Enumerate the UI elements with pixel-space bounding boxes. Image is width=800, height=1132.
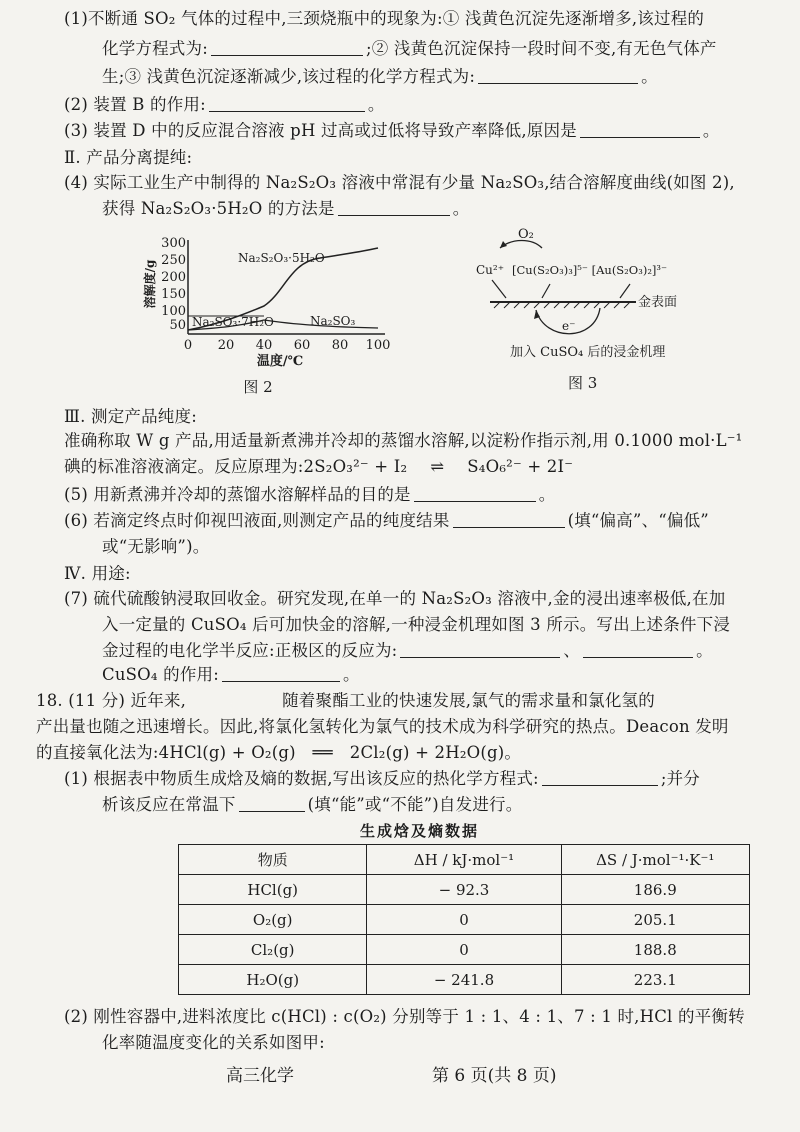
y-tick: 150	[161, 287, 186, 302]
table-caption: 生成焓及熵数据	[360, 822, 480, 840]
q18-sub1-text: (1) 根据表中物质生成焓及熵的数据,写出该反应的热化学方程式:	[64, 769, 539, 788]
label-na2s2o3-5h2o: Na₂S₂O₃·5H₂O	[238, 251, 325, 265]
q6-text: (6) 若滴定终点时仰视凹液面,则测定产品的纯度结果	[64, 511, 450, 530]
answer-blank[interactable]	[414, 486, 536, 502]
cu-arrow	[492, 280, 506, 298]
label-na2so3: Na₂SO₃	[310, 314, 356, 328]
q18-line3	[36, 742, 521, 764]
table-row	[179, 905, 750, 935]
table-cell: − 241.8	[367, 965, 561, 995]
q2-end: 。	[367, 95, 385, 114]
answer-blank[interactable]	[239, 796, 305, 812]
answer-blank[interactable]	[453, 512, 565, 528]
q6-line1	[64, 510, 709, 532]
q7-line1: (7) 硫代硫酸钠浸取回收金。研究发现,在单一的 Na₂S₂O₃ 溶液中,金的浸出速率极低,在加	[64, 589, 726, 608]
table-cell: 0	[367, 905, 561, 935]
q18-sub1-tail: ;并分	[660, 769, 700, 788]
q18-number: 18. (11 分) 近年来,	[36, 691, 187, 710]
q3-end: 。	[702, 121, 720, 140]
y-axis-label: 溶解度/g	[143, 259, 157, 309]
q7-line3-text: 金过程的电化学半反应:正极区的反应为:	[102, 641, 398, 660]
table-cell: HCl(g)	[179, 875, 367, 905]
q7-line4-text: CuSO₄ 的作用:	[102, 665, 220, 684]
q18-sub1-options: (填“能”或“不能”)自发进行。	[307, 795, 523, 814]
footer-subject: 高三化学	[226, 1066, 294, 1086]
au-arrow	[620, 284, 630, 298]
x-tick: 100	[365, 338, 390, 353]
q1-line1: (1)不断通 SO₂ 气体的过程中,三颈烧瓶中的现象为:① 浅黄色沉淀先逐渐增多,该过程的	[64, 9, 705, 28]
q18-line1	[36, 690, 655, 712]
q7-line4-end: 。	[343, 665, 360, 684]
q18-products: 2Cl₂(g) + 2H₂O(g)。	[349, 743, 522, 762]
q18-line2: 产出量也随之迅速增长。因此,将氯化氢转化为氯气的技术成为科学研究的热点。Deacon 发明	[36, 717, 729, 736]
q4-line2	[102, 198, 469, 220]
q2-text: (2) 装置 B 的作用:	[64, 95, 206, 114]
table-cell: 0	[367, 935, 561, 965]
figure-2	[140, 222, 390, 402]
cu-label: Cu²⁺	[476, 263, 505, 277]
q4-end: 。	[452, 199, 470, 218]
q7-separator: 、	[563, 641, 581, 660]
figure-2-caption: 图 2	[243, 378, 273, 396]
table-cell: 186.9	[561, 875, 749, 905]
answer-blank[interactable]	[209, 96, 365, 112]
q3-text: (3) 装置 D 中的反应混合溶液 pH 过高或过低将导致产率降低,原因是	[64, 121, 577, 140]
table-cell: Cl₂(g)	[179, 935, 367, 965]
complex-arrow	[542, 284, 550, 298]
q7-line3-end: 。	[696, 641, 713, 660]
table-cell: H₂O(g)	[179, 965, 367, 995]
x-tick: 20	[217, 338, 235, 353]
table-cell: 188.8	[561, 935, 749, 965]
q7-line3	[102, 640, 713, 662]
q4-line2-text: 获得 Na₂S₂O₃·5H₂O 的方法是	[102, 199, 335, 218]
answer-blank[interactable]	[338, 200, 450, 216]
q7-line4	[102, 664, 360, 686]
q18-sub1-line2-text: 析该反应在常温下	[102, 795, 236, 814]
q1-line3-end: 。	[641, 67, 658, 86]
answer-blank[interactable]	[580, 122, 700, 138]
complex-label: [Cu(S₂O₃)₃]⁵⁻ [Au(S₂O₃)₂]³⁻	[512, 263, 668, 277]
q18-sub1-line1	[64, 768, 700, 790]
table-header-row	[179, 845, 750, 875]
q2-line	[64, 94, 385, 116]
section-2-heading: Ⅱ. 产品分离提纯:	[64, 148, 193, 167]
table-cell: − 92.3	[367, 875, 561, 905]
x-tick: 60	[293, 338, 311, 353]
q5-line	[64, 484, 555, 506]
x-tick: 40	[255, 338, 273, 353]
section-3-heading: Ⅲ. 测定产品纯度:	[64, 407, 197, 426]
section-4-heading: Ⅳ. 用途:	[64, 564, 131, 583]
part3-para-line1: 准确称取 W g 产品,用适量新煮沸并冷却的蒸馏水溶解,以淀粉作指示剂,用 0.1000 mol·L⁻¹	[64, 431, 743, 450]
label-na2so3-7h2o: Na₂SO₃·7H₂O	[192, 315, 274, 329]
q6-line2: 或“无影响”)。	[102, 537, 210, 556]
answer-blank[interactable]	[478, 68, 638, 84]
figure-3	[470, 222, 710, 398]
x-axis-label: 温度/℃	[256, 354, 304, 369]
electron-label: e⁻	[562, 319, 576, 333]
y-tick: 100	[161, 304, 186, 319]
q18-sub2-line2: 化率随温度变化的关系如图甲:	[102, 1033, 325, 1052]
mechanism-subtitle: 加入 CuSO₄ 后的浸金机理	[510, 345, 666, 360]
q7-line2: 入一定量的 CuSO₄ 后可加快金的溶解,一种浸金机理如图 3 所示。写出上述条件下浸	[102, 615, 731, 634]
q18-line1-text: 随着聚酯工业的快速发展,氯气的需求量和氯化氢的	[282, 691, 655, 710]
x-tick: 0	[183, 338, 193, 353]
q1-line2-text: 化学方程式为:	[102, 39, 208, 58]
answer-blank[interactable]	[583, 642, 693, 658]
reaction-left: 碘的标准溶液滴定。反应原理为:2S₂O₃²⁻ + I₂	[64, 457, 408, 476]
y-tick: 250	[161, 253, 186, 268]
table-cell: 205.1	[561, 905, 749, 935]
q1-line3	[102, 66, 658, 88]
o2-label: O₂	[518, 227, 534, 242]
table-row	[179, 965, 750, 995]
q1-line2	[102, 38, 717, 60]
answer-blank[interactable]	[211, 40, 363, 56]
answer-blank[interactable]	[222, 666, 340, 682]
q18-reactants: 的直接氧化法为:4HCl(g) + O₂(g)	[36, 743, 296, 762]
q5-text: (5) 用新煮沸并冷却的蒸馏水溶解样品的目的是	[64, 485, 411, 504]
part3-para-line2	[64, 456, 573, 478]
equilibrium-arrow-icon: ⇌	[430, 457, 445, 476]
footer-page-number: 第 6 页(共 8 页)	[432, 1066, 557, 1086]
q1-line3-text: 生;③ 浅黄色沉淀逐渐减少,该过程的化学方程式为:	[102, 67, 476, 86]
table-cell: 223.1	[561, 965, 749, 995]
q5-end: 。	[538, 485, 556, 504]
table-header: ΔS / J·mol⁻¹·K⁻¹	[561, 845, 749, 875]
table-header: ΔH / kJ·mol⁻¹	[367, 845, 561, 875]
solubility-chart	[140, 222, 390, 402]
table-row	[179, 935, 750, 965]
y-tick: 300	[161, 236, 186, 251]
table-header: 物质	[179, 845, 367, 875]
answer-blank[interactable]	[542, 770, 658, 786]
table-cell: O₂(g)	[179, 905, 367, 935]
q6-options: (填“偏高”、“偏低”	[567, 511, 709, 530]
surface-label: 金表面	[638, 295, 678, 310]
mechanism-diagram	[470, 222, 710, 398]
table-row	[179, 875, 750, 905]
y-tick: 50	[169, 318, 186, 333]
q1-line2-tail: ;② 浅黄色沉淀保持一段时间不变,有无色气体产	[365, 39, 717, 58]
figure-3-caption: 图 3	[568, 374, 598, 392]
enthalpy-entropy-table	[178, 844, 750, 995]
y-tick: 200	[161, 270, 186, 285]
x-tick-labels	[184, 338, 390, 353]
q4-line1: (4) 实际工业生产中制得的 Na₂S₂O₃ 溶液中常混有少量 Na₂SO₃,结合溶解度曲线(如图 2),	[64, 173, 735, 192]
q3-line	[64, 120, 720, 142]
q18-sub2-line1: (2) 刚性容器中,进料浓度比 c(HCl) : c(O₂) 分别等于 1 : 1、4 : 1、7 : 1 时,HCl 的平衡转	[64, 1007, 745, 1026]
x-tick: 80	[331, 338, 349, 353]
answer-blank[interactable]	[400, 642, 560, 658]
reaction-right: S₄O₆²⁻ + 2I⁻	[467, 457, 574, 476]
y-tick-labels	[161, 236, 186, 333]
q18-sub1-line2	[102, 794, 522, 816]
reaction-equals-icon: ══	[312, 743, 333, 762]
